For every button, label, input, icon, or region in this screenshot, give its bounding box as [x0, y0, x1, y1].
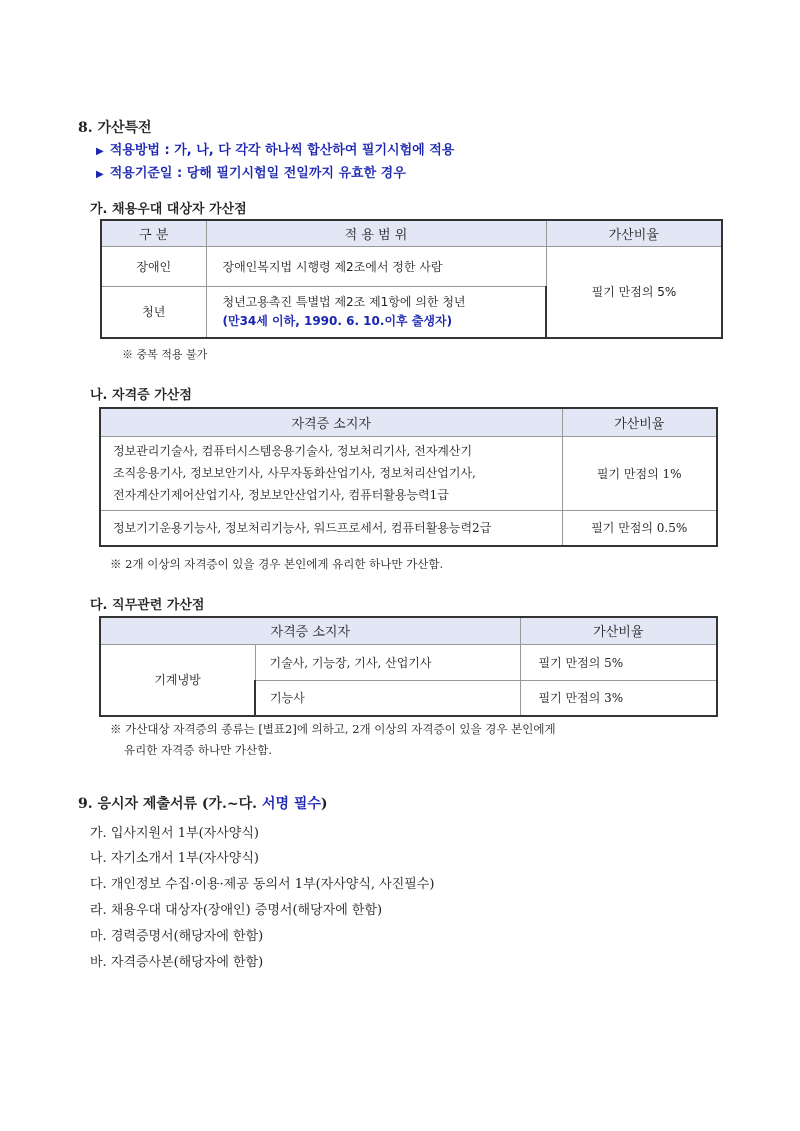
bullet-apply-date: [96, 162, 406, 181]
document-item: 가. 입사지원서 1부(자사양식): [90, 826, 259, 841]
job-row-1-ratio: 필기 만점의 5%: [520, 644, 717, 680]
col-header-ratio: 가산비율: [546, 220, 722, 246]
cert-row-1-line3: 전자계산기제어산업기사, 정보보안산업기사, 컴퓨터활용능력1급: [113, 488, 449, 502]
col-header-ratio: 가산비율: [562, 408, 717, 436]
triangle-bullet-icon: ▶: [96, 146, 104, 157]
certificate-table: [99, 407, 718, 547]
bullet-apply-method-text: 적용방법 : 가, 나, 다 각각 하나씩 합산하여 필기시험에 적용: [109, 143, 455, 158]
bullet-apply-date-text: 적용기준일 : 당해 필기시험일 전일까지 유효한 경우: [109, 166, 406, 181]
job-row-2-ratio: 필기 만점의 3%: [520, 680, 717, 716]
da-note-line2: 유리한 자격증 하나만 가산함.: [124, 743, 272, 757]
row-disabled-scope: 장애인복지법 시행령 제2조에서 정한 사람: [206, 246, 546, 286]
col-header-holder: 자격증 소지자: [100, 408, 562, 436]
cert-row-2-ratio: 필기 만점의 0.5%: [562, 510, 717, 546]
cert-row-1-line2: 조직응용기사, 정보보안기사, 사무자동화산업기사, 정보처리산업기사,: [113, 466, 476, 480]
row-youth-scope: [206, 286, 546, 338]
col-header-scope: 적 용 범 위: [206, 220, 546, 246]
row-youth-scope-line2: (만34세 이하, 1990. 6. 10.이후 출생자): [222, 313, 453, 328]
document-item: 마. 경력증명서(해당자에 한함): [90, 929, 264, 944]
row-disabled-label: 장애인: [101, 246, 206, 286]
section-9-paren-open: (가.~다.: [201, 796, 258, 812]
cert-row-1: [100, 436, 562, 510]
cert-row-1-ratio: 필기 만점의 1%: [562, 436, 717, 510]
row-youth-label: 청년: [101, 286, 206, 338]
ga-note: ※ 중복 적용 불가: [122, 348, 208, 361]
cert-row-1-line1: 정보관리기술사, 컴퓨터시스템응용기술사, 정보처리기사, 전자계산기: [113, 444, 473, 458]
category-cell: 기계냉방: [100, 644, 255, 716]
na-note: ※ 2개 이상의 자격증이 있을 경우 본인에게 유리한 하나만 가산함.: [110, 557, 444, 571]
job-row-2: 기능사: [255, 680, 520, 716]
document-item: 다. 개인정보 수집·이용·제공 동의서 1부(자사양식, 사진필수): [90, 877, 435, 892]
document-item: 라. 채용우대 대상자(장애인) 증명서(해당자에 한함): [90, 903, 383, 918]
section-9-title-text: 9. 응시자 제출서류: [78, 796, 198, 812]
col-header-category: 구 분: [101, 220, 206, 246]
document-item: 바. 자격증사본(해당자에 한함): [90, 955, 264, 970]
section-9-title: [78, 793, 328, 813]
document-item: 나. 자기소개서 1부(자사양식): [90, 851, 259, 866]
job-related-table: [99, 616, 718, 717]
da-note-line1: ※ 가산대상 자격증의 종류는 [별표2]에 의하고, 2개 이상의 자격증이 있을 경우 본인에게: [110, 722, 556, 736]
triangle-bullet-icon: ▶: [96, 169, 104, 180]
job-row-1: 기술사, 기능장, 기사, 산업기사: [255, 644, 520, 680]
subsection-na-title: 나. 자격증 가산점: [90, 388, 192, 403]
bullet-apply-method: [96, 139, 454, 158]
ratio-cell: 필기 만점의 5%: [546, 246, 722, 338]
subsection-ga-title: 가. 채용우대 대상자 가산점: [90, 202, 247, 217]
preferential-table: [100, 219, 723, 339]
row-youth-scope-line1: 청년고용촉진 특별법 제2조 제1항에 의한 청년: [222, 294, 466, 309]
subsection-da-title: 다. 직무관련 가산점: [90, 598, 205, 613]
section-9-sign-required: 서명 필수: [261, 796, 321, 812]
col-header-ratio: 가산비율: [520, 617, 717, 644]
col-header-holder: 자격증 소지자: [100, 617, 520, 644]
section-8-title: 8. 가산특전: [78, 120, 152, 136]
cert-row-2: 정보기기운용기능사, 정보처리기능사, 워드프로세서, 컴퓨터활용능력2급: [100, 510, 562, 546]
section-9-paren-close: ): [320, 796, 328, 812]
